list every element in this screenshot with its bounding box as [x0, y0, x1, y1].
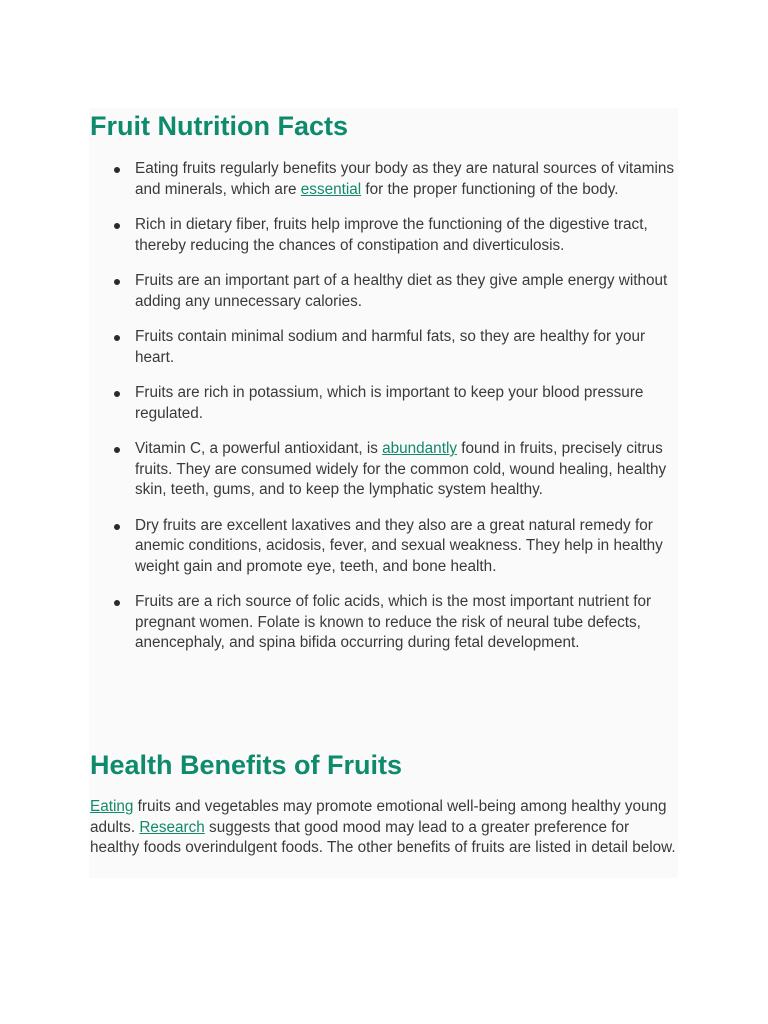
nutrition-facts-list [89, 159, 678, 669]
list-item-text: Fruits are a rich source of folic acids, which is the most important nutrient for pregnant women. Folate is known to reduce the risk of neural tube defects, anencephaly, and spina bifida occurring during fetal development. [135, 593, 652, 651]
abundantly-link[interactable]: abundantly [382, 440, 457, 457]
bullet-icon [114, 167, 120, 173]
bullet-icon [114, 279, 120, 285]
list-item-text: Fruits are an important part of a healthy diet as they give ample energy without adding any unnecessary calories. [135, 272, 668, 310]
list-item [89, 592, 678, 654]
list-item-text: Dry fruits are excellent laxatives and they also are a great natural remedy for anemic conditions, acidosis, fever, and sexual weakness. They help in healthy weight gain and promote eye, teeth, and bone health. [135, 516, 663, 575]
paragraph-text: fruits and vegetables may promote emotional well-being among healthy young adults. [90, 798, 667, 836]
list-item-text: Eating fruits regularly benefits your body as they are natural sources of vitamins and minerals, which are [135, 160, 675, 198]
bullet-icon [114, 447, 120, 453]
paragraph-text: suggests that good mood may lead to a greater preference for healthy foods overindulgent foods. The other benefits of fruits are listed in detail below. [90, 818, 676, 856]
list-item-text: Fruits contain minimal sodium and harmful fats, so they are healthy for your heart. [135, 328, 646, 366]
eating-link[interactable]: Eating [90, 798, 134, 815]
list-item [89, 215, 678, 256]
list-item [89, 159, 678, 200]
bullet-icon [114, 524, 120, 530]
list-item [89, 516, 678, 578]
research-link[interactable]: Research [139, 818, 205, 836]
bullet-icon [114, 391, 120, 397]
bullet-icon [114, 600, 120, 606]
list-item-text: Rich in dietary fiber, fruits help improve the functioning of the digestive tract, thereby reducing the chances of constipation and diverticulosis. [135, 216, 648, 254]
health-benefits-paragraph [90, 797, 680, 859]
list-item [89, 383, 678, 424]
list-item [89, 439, 678, 501]
article-content [89, 108, 678, 878]
list-item-text: for the proper functioning of the body. [361, 180, 619, 198]
list-item [89, 327, 678, 368]
list-item-text: Fruits are rich in potassium, which is important to keep your blood pressure regulated. [135, 384, 644, 422]
bullet-icon [114, 335, 120, 341]
section-heading-nutrition-facts: Fruit Nutrition Facts [90, 111, 348, 141]
essential-link[interactable]: essential [300, 180, 362, 198]
list-item-text: found in fruits, precisely citrus fruits. They are consumed widely for the common cold, wound healing, healthy skin, teeth, gums, and to keep the lymphatic system healthy. [135, 440, 667, 498]
list-item [89, 271, 678, 312]
bullet-icon [114, 223, 120, 229]
list-item-text: Vitamin C, a powerful antioxidant, is [135, 440, 383, 457]
section-heading-health-benefits: Health Benefits of Fruits [90, 750, 403, 780]
